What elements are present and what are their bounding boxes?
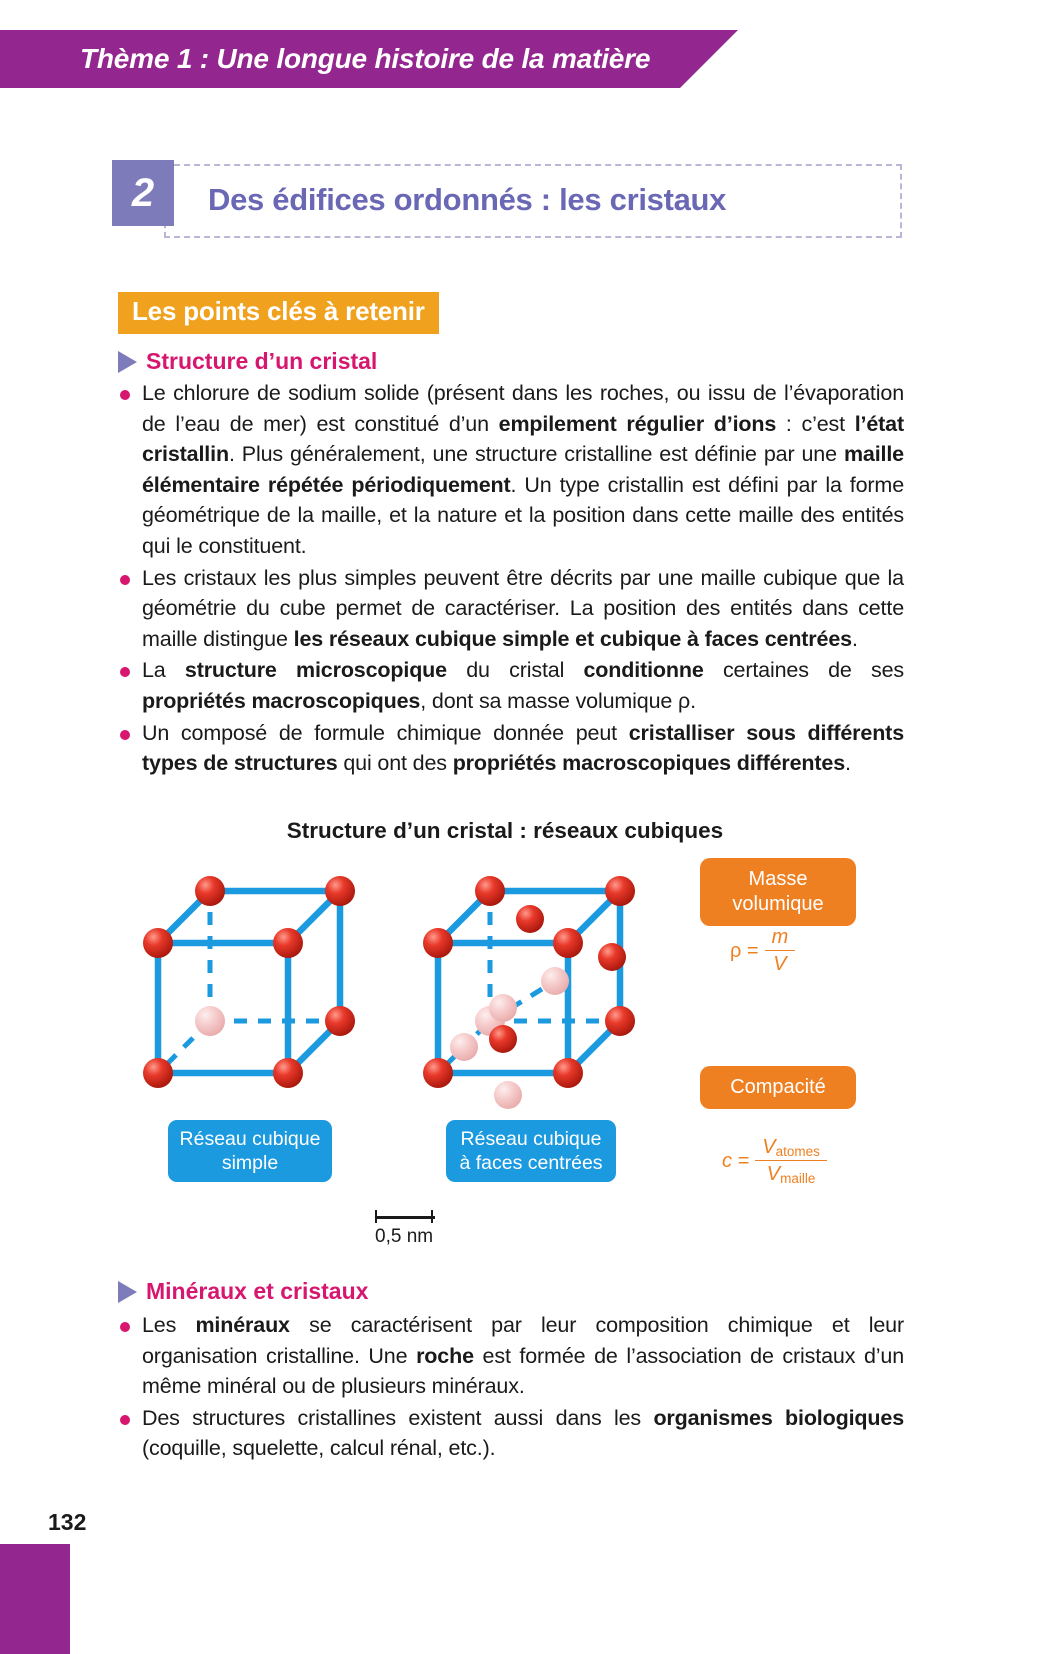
key-points-banner: Les points clés à retenir	[118, 292, 439, 334]
formula-c-denominator	[760, 1161, 823, 1186]
label-fcc-line1: Réseau cubique	[460, 1128, 602, 1150]
paragraph: Un composé de formule chimique donnée peut cristalliser sous différents types de structures qui ont des propriétés macroscopiques différentes.	[118, 718, 904, 779]
subheading-mineraux-label: Minéraux et cristaux	[146, 1278, 369, 1304]
triangle-bullet-icon	[118, 1281, 137, 1303]
label-simple-cubic-line1: Réseau cubique	[179, 1128, 321, 1150]
paragraph: Des structures cristallines existent aussi dans les organismes biologiques (coquille, squelette, calcul rénal, etc.).	[118, 1403, 904, 1464]
scale-bar-line	[375, 1210, 433, 1223]
subheading-structure	[118, 348, 377, 375]
face-centred-cubic-cube-diagram	[420, 853, 680, 1113]
label-simple-cubic-line2: simple	[221, 1152, 279, 1174]
page-number: 132	[48, 1509, 87, 1535]
formula-c-fraction	[755, 1136, 827, 1186]
formula-rho-numerator: m	[765, 926, 796, 951]
page-title: Des édifices ordonnés : les cristaux	[208, 182, 727, 217]
scale-bar-label: 0,5 nm	[375, 1226, 434, 1247]
formula-rho-lhs: ρ =	[730, 939, 759, 962]
paragraph: Les cristaux les plus simples peuvent être décrits par une maille cubique que la géométrie du cube permet de caractériser. La position des entités dans cette maille distingue les réseaux cubique simple et cubique à faces centrées.	[118, 563, 904, 655]
section-number-badge: 2	[112, 160, 174, 226]
formula-masse-volumique	[730, 926, 795, 976]
scale-bar	[375, 1210, 433, 1248]
paragraph: Le chlorure de sodium solide (présent dans les roches, ou issu de l’évaporation de l’eau de mer) est constitué d’un empilement régulier d’ions : c’est l’état cristallin. Plus généralement, une structure cristalline est définie par une maille élémentaire répétée périodiquement. Un type cristallin est défini par la forme géométrique de la maille, et la nature et la position dans cette maille des entités qui le constituent.	[118, 378, 904, 562]
box-masse-line2: volumique	[732, 893, 824, 915]
crystal-figure	[0, 818, 1063, 1258]
theme-banner-notch	[680, 30, 738, 88]
label-simple-cubic	[168, 1120, 332, 1182]
subheading-structure-label: Structure d’un cristal	[146, 348, 378, 374]
formula-c-num-subscript: atomes	[775, 1144, 820, 1159]
box-compacite: Compacité	[700, 1066, 856, 1109]
formula-c-num-symbol: V	[762, 1136, 776, 1158]
subheading-mineraux	[118, 1278, 368, 1305]
formula-rho-denominator: V	[773, 953, 787, 975]
formula-c-den-symbol: V	[766, 1163, 781, 1185]
formula-rho-fraction	[765, 926, 796, 976]
formula-c-numerator	[755, 1136, 827, 1161]
page-edge-bottom-bar	[0, 1544, 70, 1654]
theme-banner-label: Thème 1 : Une longue histoire de la matière	[80, 43, 651, 74]
theme-banner	[0, 30, 680, 88]
formula-c-lhs: c =	[722, 1149, 750, 1172]
section-header	[112, 160, 902, 240]
paragraph: Les minéraux se caractérisent par leur composition chimique et leur organisation cristalline. Une roche est formée de l’association de cristaux d’un même minéral ou de plusieurs minéraux.	[118, 1310, 904, 1402]
figure-title: Structure d’un cristal : réseaux cubiques	[286, 818, 724, 843]
paragraph-block-structure	[118, 378, 904, 780]
triangle-bullet-icon	[118, 351, 137, 373]
paragraph: La structure microscopique du cristal conditionne certaines de ses propriétés macroscopiques, dont sa masse volumique ρ.	[118, 655, 904, 716]
box-masse-volumique	[700, 858, 856, 926]
simple-cubic-cube-diagram	[140, 853, 400, 1113]
label-fcc	[446, 1120, 616, 1182]
formula-c-den-subscript: maille	[780, 1171, 816, 1186]
box-masse-line1: Masse	[748, 868, 808, 890]
formula-compacite	[722, 1136, 827, 1186]
label-fcc-line2: à faces centrées	[459, 1152, 603, 1174]
paragraph-block-mineraux	[118, 1310, 904, 1465]
